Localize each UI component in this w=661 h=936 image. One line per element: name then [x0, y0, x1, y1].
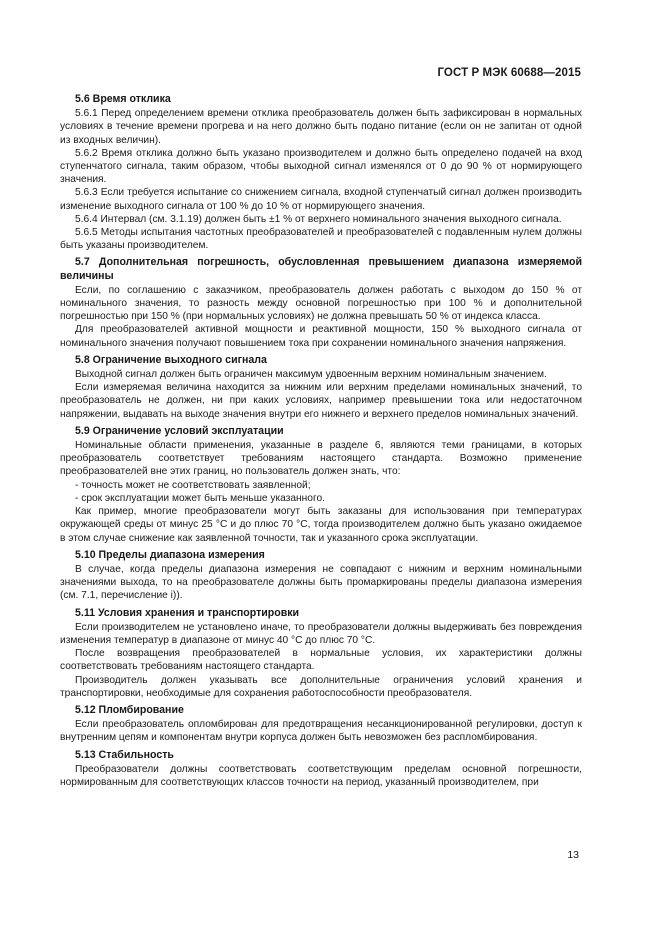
- paragraph: Как пример, многие преобразователи могут быть заказаны для использования при температурах окружающей среды от минус 25 °C и до плюс 70 °C, тогда производителем должно быть указано ожидаемое в этом случае снижение как заявленной точности, так и указанного срока эксплуатации.: [60, 506, 582, 544]
- section-heading: 5.11 Условия хранения и транспортировки: [75, 606, 300, 619]
- standard-header: ГОСТ Р МЭК 60688—2015: [437, 67, 581, 79]
- paragraph: 5.6.3 Если требуется испытание со снижением сигнала, входной ступенчатый сигнал должен производить изменение выходного сигнала от 100 % до 10 % от нормирующего значения.: [60, 187, 582, 212]
- paragraph: 5.6.1 Перед определением времени отклика преобразователь должен быть зафиксирован в нормальных условиях в течение времени прогрева и на него должно быть подано питание (если он не запитан от одной из входных величин).: [60, 108, 582, 146]
- paragraph: В случае, когда пределы диапазона измерения не совпадают с нижним и верхним номинальными значениями выхода, то на преобразователе должны быть промаркированы пределы диапазона измерения (см. 7.1, перечисление i)).: [60, 563, 582, 602]
- page-number: 13: [567, 849, 579, 861]
- section-heading: 5.9 Ограничение условий эксплуатации: [75, 424, 284, 437]
- paragraph: Если измеряемая величина находится за нижним или верхним пределами номинальных значений, то преобразователь не должен, ни при каких условиях, например превышении тока или недостаточном напряжении, выдавать на выходе значения внутри его нижнего и верхнего пределов номинальных значений.: [60, 382, 582, 420]
- paragraph: 5.6.2 Время отклика должно быть указано производителем и должно быть определено подачей на вход ступенчатого сигнала, таким образом, чтобы выходной сигнал изменялся от 0 до 90 % от нормирующего значения.: [60, 147, 582, 186]
- paragraph: Если производителем не установлено иначе, то преобразователи должны выдерживать без повреждения изменения температур в диапазоне от минус 40 °C до плюс 70 °C.: [60, 621, 582, 646]
- paragraph: Если преобразователь опломбирован для предотвращения несанкционированной регулировки, доступ к внутренним цепям и компонентам внутри корпуса должен быть невозможен без распломбирования.: [60, 719, 582, 744]
- section-heading: 5.13 Стабильность: [75, 748, 174, 761]
- paragraph: После возвращения преобразователей в нормальные условия, их характеристики должны соответствовать требованиям настоящего стандарта.: [60, 648, 582, 673]
- document-body: [60, 93, 582, 789]
- paragraph: Для преобразователей активной мощности и реактивной мощности, 150 % выходного сигнала от номинального значения получают повышением тока при сохранении номинального значения напряжения.: [60, 324, 582, 349]
- section-heading: 5.8 Ограничение выходного сигнала: [75, 353, 267, 366]
- section-heading: 5.7 Дополнительная погрешность, обусловленная превышением диапазона измеряемой величины: [60, 256, 582, 282]
- paragraph: Производитель должен указывать все дополнительные ограничения условий хранения и транспортировки, необходимые для сохранения работоспособности преобразователя.: [60, 674, 582, 699]
- section-heading: 5.10 Пределы диапазона измерения: [75, 548, 265, 561]
- paragraph: Номинальные области применения, указанные в разделе 6, являются теми границами, в которых преобразователь соответствует требованиям настоящего стандарта. Возможно применение преобразователей вне этих границ, но пользователь должен знать, что:: [60, 440, 582, 478]
- paragraph: 5.6.4 Интервал (см. 3.1.19) должен быть ±1 % от верхнего номинального значения выходного сигнала.: [75, 213, 562, 225]
- paragraph: Если, по соглашению с заказчиком, преобразователь должен работать с выходом до 150 % от номинального значения, то разность между основной погрешностью при 100 % и дополнительной погрешностью при 150 % (при нормальных условиях) не должна превышать 50 % от индекса класса.: [60, 284, 582, 323]
- list-item: - срок эксплуатации может быть меньше указанного.: [75, 492, 325, 504]
- section-heading: 5.6 Время отклика: [75, 93, 171, 105]
- paragraph: Преобразователи должны соответствовать соответствующим пределам основной погрешности, нормированным для соответствующих классов точности на период, указанный производителем, при: [60, 763, 582, 788]
- section-heading: 5.12 Пломбирование: [75, 703, 184, 716]
- paragraph: 5.6.5 Методы испытания частотных преобразователей и преобразователей с подавленным нулем должны быть указаны производителем.: [60, 227, 582, 252]
- list-item: - точность может не соответствовать заявленной;: [75, 479, 311, 491]
- paragraph: Выходной сигнал должен быть ограничен максимум удвоенным верхним номинальным значением.: [75, 369, 547, 381]
